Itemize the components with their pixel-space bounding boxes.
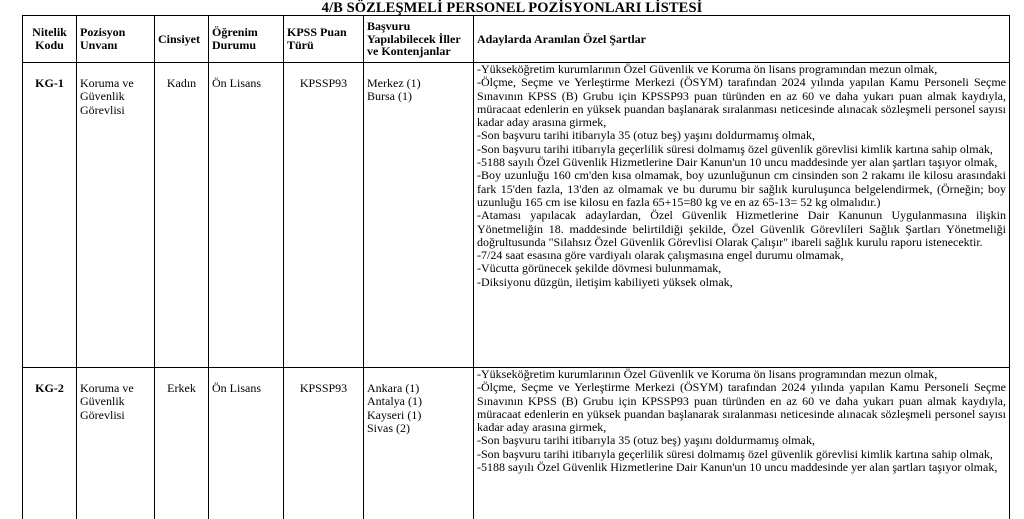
requirement-item: -5188 sayılı Özel Güvenlik Hizmetlerine Dair Kanun'un 10 uncu maddesinde yer alan şartları taşıyor olmak, [477,155,998,170]
requirement-item: -Boy uzunluğu 160 cm'den kısa olmamak, boy uzunluğunun cm cinsinden son 2 rakamı ile kilosu arasındaki fark 15'den fazla, 13'den az olmamak ve bu durumu bir sağlık kuruluşunca belgelendirmek, (Örneğin; boy uzunluğu 165 cm ise kilosu en fazla 65+15=80 kg ve en az 65-13= 52 kg olmalıdır.) [477,168,1006,209]
table-row [23,63,1010,368]
requirement-item: -Yükseköğretim kurumlarının Özel Güvenlik ve Koruma ön lisans programından mezun olmak, [477,367,938,381]
city-quota: Sivas (2) [367,420,410,435]
position-title: Koruma ve Güvenlik Görevlisi [77,368,155,519]
position-education: Ön Lisans [209,63,284,368]
requirement-item: -Diksiyonu düzgün, iletişim kabiliyeti yüksek olmak, [477,274,733,289]
header-title: Pozisyon Unvanı [77,16,155,63]
requirement-item: -Ataması yapılacak adaylardan, Özel Güvenlik Hizmetlerine Dair Kanunun Uygulanmasına ilişkin Yönetmeliğin 18. maddesinde belirtildiği şekilde, Özel Güvenlik Görevlileri Sağlık Şartları Yönetmeliği doğrultusunda "Silahsız Özel Güvenlik Görevlisi Olarak Çalışır" ibareli sağlık kurulu raporu istenecektir. [477,208,1006,249]
city-quota: Ankara (1) [367,381,420,395]
requirement-item: -Yükseköğretim kurumlarının Özel Güvenlik ve Koruma ön lisans programından mezun olmak, [477,62,938,76]
requirement-item: -Ölçme, Seçme ve Yerleştirme Merkezi (ÖSYM) tarafından 2024 yılında yapılan Kamu Personeli Seçme Sınavının KPSS (B) Grubu için KPSSP93 puan türünden en az 60 ve daha yukarı puan almak kaydıyla, müracaat edenlerin en yüksek puandan başlanarak sıralanması neticesinde alınacak sözleşmeli personel sayısı kadar aday arasına girmek, [477,380,1006,435]
requirement-item: -Vücutta görünecek şekilde dövmesi bulunmamak, [477,261,722,276]
position-title: Koruma ve Güvenlik Görevlisi [77,63,155,368]
header-kpss: KPSS Puan Türü [284,16,364,63]
position-cities [364,368,474,519]
requirement-item: -Ölçme, Seçme ve Yerleştirme Merkezi (ÖSYM) tarafından 2024 yılında yapılan Kamu Personeli Seçme Sınavının KPSS (B) Grubu için KPSSP93 puan türünden en az 60 ve daha yukarı puan almak kaydıyla, müracaat edenlerin en yüksek puandan başlanarak sıralanması neticesinde alınacak sözleşmeli personel sayısı kadar aday arasına girmek, [477,75,1006,130]
header-cities: Başvuru Yapılabilecek İller ve Kontenjanlar [364,16,474,63]
position-code: KG-1 [23,63,77,368]
header-gender: Cinsiyet [155,16,209,63]
requirement-item: -Son başvuru tarihi itibarıyla 35 (otuz beş) yaşını doldurmamış olmak, [477,128,815,143]
requirement-item: -Son başvuru tarihi itibarıyla 35 (otuz beş) yaşını doldurmamış olmak, [477,433,815,448]
positions-table [22,15,1010,519]
position-education: Ön Lisans [209,368,284,519]
requirement-item: -7/24 saat esasına göre vardiyalı olarak çalışmasına engel durumu olmamak, [477,248,844,263]
table-header-row [23,16,1010,63]
header-code: Nitelik Kodu [23,16,77,63]
city-quota: Antalya (1) [367,394,422,409]
requirement-item: -Son başvuru tarihi itibarıyla geçerlilik süresi dolmamış özel güvenlik görevlisi kimlik kartına sahip olmak, [477,446,993,461]
requirement-item: -Son başvuru tarihi itibarıyla geçerlilik süresi dolmamış özel güvenlik görevlisi kimlik kartına sahip olmak, [477,141,993,156]
header-education: Öğrenim Durumu [209,16,284,63]
header-requirements: Adaylarda Aranılan Özel Şartlar [474,16,1010,63]
position-code: KG-2 [23,368,77,519]
city-quota: Merkez (1) [367,76,421,90]
position-gender: Kadın [155,63,209,368]
position-requirements [474,368,1010,519]
city-quota: Kayseri (1) [367,407,422,422]
position-kpss: KPSSP93 [284,368,364,519]
table-row [23,368,1010,519]
requirement-item: -5188 sayılı Özel Güvenlik Hizmetlerine Dair Kanun'un 10 uncu maddesinde yer alan şartları taşıyor olmak, [477,460,998,475]
position-requirements [474,63,1010,368]
position-cities [364,63,474,368]
document-title: 4/B SÖZLEŞMELİ PERSONEL POZİSYONLARI LİSTESİ [321,0,703,16]
city-quota: Bursa (1) [367,89,412,104]
position-kpss: KPSSP93 [284,63,364,368]
position-gender: Erkek [155,368,209,519]
